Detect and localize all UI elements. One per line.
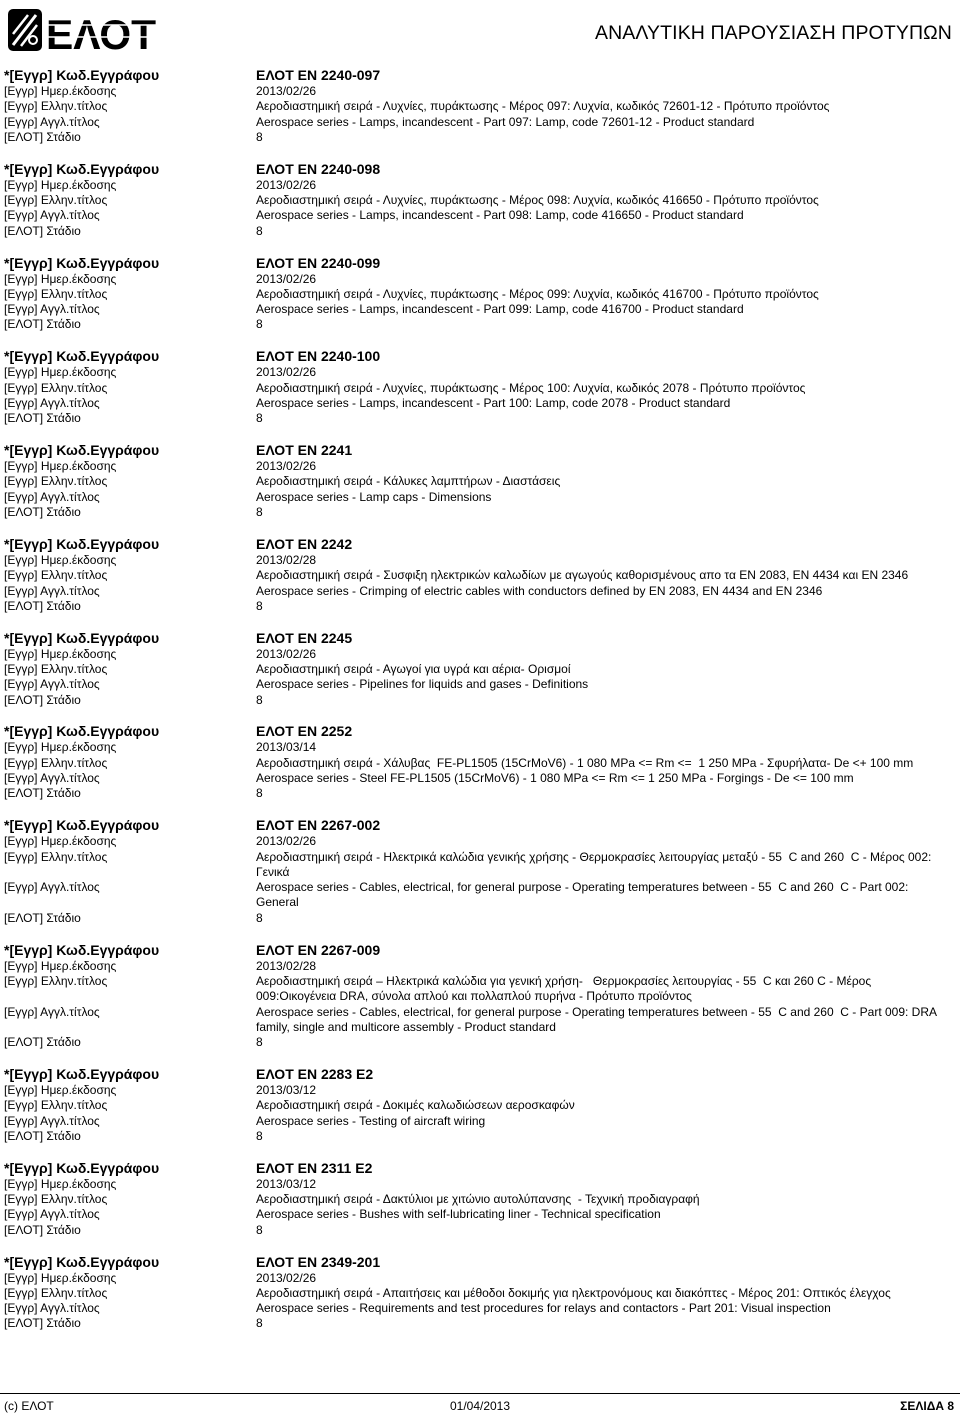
english-title-label: [Εγγρ] Αγγλ.τίτλος <box>4 395 100 410</box>
standard-record <box>4 347 944 426</box>
english-title-row <box>4 115 944 130</box>
stage-row <box>4 505 944 520</box>
document-code-label: *[Εγγρ] Κωδ.Εγγράφου <box>4 254 160 271</box>
document-code-label: *[Εγγρ] Κωδ.Εγγράφου <box>4 67 160 83</box>
date-row <box>4 84 944 99</box>
publication-date-label: [Εγγρ] Ημερ.έκδοσης <box>4 365 117 380</box>
stage-row <box>4 130 944 145</box>
greek-title: Αεροδιαστημική σειρά - Αγωγοί για υγρά και αέρια- Ορισμοί <box>256 661 571 676</box>
code-row <box>4 441 944 459</box>
standard-record <box>4 254 944 333</box>
stage-value: 8 <box>256 1128 263 1143</box>
page-title: ΑΝΑΛΥΤΙΚΗ ΠΑΡΟΥΣΙΑΣΗ ΠΡΟΤΥΠΩΝ <box>594 22 952 44</box>
code-row <box>4 160 944 178</box>
stage-label: [ΕΛΟΤ] Στάδιο <box>4 910 81 925</box>
document-code-label: *[Εγγρ] Κωδ.Εγγράφου <box>4 348 160 365</box>
stage-value: 8 <box>256 505 263 520</box>
code-row <box>4 816 944 834</box>
stage-row <box>4 1035 944 1050</box>
stage-value: 8 <box>256 411 263 426</box>
english-title-label: [Εγγρ] Αγγλ.τίτλος <box>4 771 100 786</box>
code-row <box>4 1065 944 1083</box>
elot-logo <box>6 6 158 54</box>
publication-date-label: [Εγγρ] Ημερ.έκδοσης <box>4 958 117 973</box>
stage-label: [ΕΛΟΤ] Στάδιο <box>4 317 81 332</box>
document-code-label: *[Εγγρ] Κωδ.Εγγράφου <box>4 941 160 958</box>
stage-label: [ΕΛΟΤ] Στάδιο <box>4 1316 81 1331</box>
english-title-label: [Εγγρ] Αγγλ.τίτλος <box>4 1004 100 1019</box>
standard-record <box>4 160 944 239</box>
greek-title-row <box>4 287 944 302</box>
stage-label: [ΕΛΟΤ] Στάδιο <box>4 505 81 520</box>
greek-title-row <box>4 474 944 489</box>
publication-date: 2013/03/12 <box>256 1083 317 1097</box>
stage-row <box>4 693 944 708</box>
code-row <box>4 1253 944 1271</box>
standard-record <box>4 722 944 801</box>
standard-record <box>4 441 944 520</box>
stage-label: [ΕΛΟΤ] Στάδιο <box>4 786 81 801</box>
stage-label: [ΕΛΟΤ] Στάδιο <box>4 692 81 707</box>
greek-title: Αεροδιαστημική σειρά - Συσφιξη ηλεκτρικών καλωδίων με αγωγούς καθορισμένους απο τα EN 2083, EN 4434 και EN 2346 <box>256 568 909 583</box>
stage-label: [ΕΛΟΤ] Στάδιο <box>4 223 81 238</box>
greek-title-label: [Εγγρ] Ελλην.τίτλος <box>4 1285 108 1300</box>
stage-label: [ΕΛΟΤ] Στάδιο <box>4 411 81 426</box>
english-title-label: [Εγγρ] Αγγλ.τίτλος <box>4 677 100 692</box>
stage-row <box>4 411 944 426</box>
stage-value: 8 <box>256 1316 263 1331</box>
date-row <box>4 834 944 849</box>
document-code-label: *[Εγγρ] Κωδ.Εγγράφου <box>4 160 160 177</box>
english-title: Aerospace series - Lamps, incandescent - Part 099: Lamp, code 416700 - Product standard <box>256 302 744 317</box>
publication-date: 2013/02/26 <box>256 177 317 192</box>
code-row <box>4 941 944 959</box>
english-title-label: [Εγγρ] Αγγλ.τίτλος <box>4 1207 100 1222</box>
greek-title-label: [Εγγρ] Ελλην.τίτλος <box>4 1098 108 1113</box>
document-code: ΕΛΟΤ EN 2240-098 <box>256 160 381 177</box>
greek-title-row <box>4 568 944 583</box>
code-row <box>4 347 944 365</box>
greek-title-label: [Εγγρ] Ελλην.τίτλος <box>4 973 108 988</box>
greek-title-row <box>4 1192 944 1207</box>
greek-title: Αεροδιαστημική σειρά - Χάλυβας FE-PL1505 (15CrMoV6) - 1 080 MPa <= Rm <= 1 250 MPa - Σφυρήλατα- De <+ 100 mm <box>256 755 914 770</box>
english-title-label: [Εγγρ] Αγγλ.τίτλος <box>4 114 100 129</box>
publication-date-label: [Εγγρ] Ημερ.έκδοσης <box>4 552 117 567</box>
greek-title-label: [Εγγρ] Ελλην.τίτλος <box>4 474 108 489</box>
code-row <box>4 254 944 272</box>
document-code-label: *[Εγγρ] Κωδ.Εγγράφου <box>4 1159 160 1176</box>
english-title-label: [Εγγρ] Αγγλ.τίτλος <box>4 1113 100 1128</box>
date-row <box>4 740 944 755</box>
greek-title-row <box>4 974 944 1005</box>
greek-title-label: [Εγγρ] Ελλην.τίτλος <box>4 380 108 395</box>
english-title: Aerospace series - Lamp caps - Dimensions <box>256 489 492 504</box>
document-code-label: *[Εγγρ] Κωδ.Εγγράφου <box>4 817 160 834</box>
document-code: ΕΛΟΤ EN 2252 <box>256 723 353 740</box>
copyright-text: (c) ΕΛΟΤ <box>4 1399 54 1413</box>
publication-date-label: [Εγγρ] Ημερ.έκδοσης <box>4 1270 117 1285</box>
greek-title-row <box>4 99 944 114</box>
stage-label: [ΕΛΟΤ] Στάδιο <box>4 1222 81 1237</box>
page-footer <box>0 1393 960 1415</box>
english-title: Aerospace series - Lamps, incandescent - Part 098: Lamp, code 416650 - Product standard <box>256 208 744 223</box>
date-row <box>4 959 944 974</box>
date-row <box>4 178 944 193</box>
greek-title: Αεροδιαστημική σειρά - Κάλυκες λαμπτήρων - Διαστάσεις <box>256 474 561 489</box>
english-title-row <box>4 1207 944 1222</box>
stage-value: 8 <box>256 910 263 925</box>
publication-date: 2013/02/26 <box>256 84 317 98</box>
document-code: ΕΛΟΤ EN 2242 <box>256 535 353 552</box>
greek-title: Αεροδιαστημική σειρά - Λυχνίες, πυράκτωσης - Μέρος 100: Λυχνία, κωδικός 2078 - Πρότυπο προϊόντος <box>256 380 806 395</box>
stage-row <box>4 317 944 332</box>
greek-title-row <box>4 850 944 881</box>
greek-title-label: [Εγγρ] Ελλην.τίτλος <box>4 1192 108 1207</box>
greek-title-label: [Εγγρ] Ελλην.τίτλος <box>4 99 108 114</box>
document-code: ΕΛΟΤ EN 2349-201 <box>256 1253 381 1270</box>
code-row <box>4 722 944 740</box>
footer-date: 01/04/2013 <box>449 1399 511 1413</box>
greek-title-row <box>4 756 944 771</box>
document-code-label: *[Εγγρ] Κωδ.Εγγράφου <box>4 629 160 646</box>
document-code-label: *[Εγγρ] Κωδ.Εγγράφου <box>4 723 160 740</box>
stage-value: 8 <box>256 129 263 144</box>
stage-label: [ΕΛΟΤ] Στάδιο <box>4 129 81 144</box>
code-row <box>4 66 944 84</box>
publication-date-label: [Εγγρ] Ημερ.έκδοσης <box>4 646 117 661</box>
stage-value: 8 <box>256 1035 263 1050</box>
code-row <box>4 1159 944 1177</box>
english-title-row <box>4 880 944 911</box>
document-code: ΕΛΟΤ EN 2245 <box>256 629 353 646</box>
document-code: ΕΛΟΤ EN 2240-099 <box>256 254 381 271</box>
stage-value: 8 <box>256 223 263 238</box>
stage-row <box>4 599 944 614</box>
publication-date-label: [Εγγρ] Ημερ.έκδοσης <box>4 177 117 192</box>
stage-row <box>4 1129 944 1144</box>
document-code-label: *[Εγγρ] Κωδ.Εγγράφου <box>4 1253 160 1270</box>
greek-title-label: [Εγγρ] Ελλην.τίτλος <box>4 193 108 208</box>
english-title: Aerospace series - Lamps, incandescent - Part 097: Lamp, code 72601-12 - Product standard <box>256 114 755 129</box>
greek-title-row <box>4 1098 944 1113</box>
publication-date-label: [Εγγρ] Ημερ.έκδοσης <box>4 1176 117 1191</box>
english-title-label: [Εγγρ] Αγγλ.τίτλος <box>4 880 100 895</box>
publication-date: 2013/02/26 <box>256 1270 317 1285</box>
publication-date: 2013/02/28 <box>256 958 317 973</box>
greek-title-row <box>4 381 944 396</box>
publication-date: 2013/02/26 <box>256 365 317 380</box>
document-code: ΕΛΟΤ EN 2240-100 <box>256 348 381 365</box>
publication-date-label: [Εγγρ] Ημερ.έκδοσης <box>4 459 117 474</box>
stage-row <box>4 224 944 239</box>
date-row <box>4 272 944 287</box>
standard-record <box>4 1159 944 1238</box>
english-title-row <box>4 208 944 223</box>
english-title-label: [Εγγρ] Αγγλ.τίτλος <box>4 583 100 598</box>
english-title: Aerospace series - Lamps, incandescent - Part 100: Lamp, code 2078 - Product standard <box>256 395 731 410</box>
document-code: ΕΛΟΤ EN 2241 <box>256 442 353 459</box>
english-title-row <box>4 302 944 317</box>
stage-label: [ΕΛΟΤ] Στάδιο <box>4 1035 81 1050</box>
english-title-label: [Εγγρ] Αγγλ.τίτλος <box>4 208 100 223</box>
standard-record <box>4 1253 944 1332</box>
document-code: ΕΛΟΤ EN 2311 E2 <box>256 1159 373 1176</box>
document-code-label: *[Εγγρ] Κωδ.Εγγράφου <box>4 1066 160 1082</box>
publication-date-label: [Εγγρ] Ημερ.έκδοσης <box>4 1083 117 1097</box>
standard-record <box>4 1065 944 1144</box>
code-row <box>4 535 944 553</box>
greek-title-label: [Εγγρ] Ελλην.τίτλος <box>4 568 108 583</box>
english-title-row <box>4 1114 944 1129</box>
english-title-row <box>4 771 944 786</box>
stage-value: 8 <box>256 1222 263 1237</box>
greek-title-row <box>4 662 944 677</box>
publication-date: 2013/03/14 <box>256 740 317 755</box>
standard-record <box>4 816 944 926</box>
english-title-row <box>4 677 944 692</box>
date-row <box>4 553 944 568</box>
standard-record <box>4 535 944 614</box>
date-row <box>4 459 944 474</box>
code-row <box>4 629 944 647</box>
greek-title: Αεροδιαστημική σειρά - Δακτύλιοι με χιτώνιο αυτολύπανσης - Τεχνική προδιαγραφή <box>256 1192 700 1207</box>
english-title-row <box>4 584 944 599</box>
page-number: ΣΕΛΙΔΑ 8 <box>900 1399 954 1413</box>
page-header <box>0 0 960 62</box>
english-title-label: [Εγγρ] Αγγλ.τίτλος <box>4 1301 100 1316</box>
greek-title: Αεροδιαστημική σειρά - Λυχνίες, πυράκτωσης - Μέρος 097: Λυχνία, κωδικός 72601-12 - Πρότυπο προϊόντος <box>256 99 830 114</box>
greek-title: Αεροδιαστημική σειρά - Απαιτήσεις και μέθοδοι δοκιμής για ηλεκτρονόμους και διακόπτες - Μέρος 201: Οπτικός έλεγχος <box>256 1285 891 1300</box>
greek-title: Αεροδιαστημική σειρά - Δοκιμές καλωδιώσεων αεροσκαφών <box>256 1098 575 1113</box>
english-title-row <box>4 1005 944 1036</box>
standard-record <box>4 66 944 145</box>
stage-row <box>4 1316 944 1331</box>
document-code: ΕΛΟΤ EN 2267-009 <box>256 941 381 958</box>
english-title: Aerospace series - Pipelines for liquids and gases - Definitions <box>256 677 589 692</box>
english-title: Aerospace series - Testing of aircraft wiring <box>256 1113 486 1128</box>
stage-value: 8 <box>256 692 263 707</box>
english-title: Aerospace series - Requirements and test procedures for relays and contactors - Part 201: Visual inspection <box>256 1301 831 1316</box>
date-row <box>4 1177 944 1192</box>
greek-title: Αεροδιαστημική σειρά - Ηλεκτρικά καλώδια γενικής χρήσης - Θερμοκρασίες λειτουργίας μεταξύ - 55 C and 260 C - Μέρος 002: Γενικά <box>256 849 935 879</box>
english-title: Aerospace series - Cables, electrical, for general purpose - Operating temperatures between - 55 C and 260 C - Part 009: DRA family, single and multicore assembly - Product standard <box>256 1004 940 1034</box>
greek-title-label: [Εγγρ] Ελλην.τίτλος <box>4 755 108 770</box>
english-title-label: [Εγγρ] Αγγλ.τίτλος <box>4 302 100 317</box>
stage-row <box>4 786 944 801</box>
stage-row <box>4 911 944 926</box>
date-row <box>4 365 944 380</box>
publication-date: 2013/02/28 <box>256 552 317 567</box>
stage-value: 8 <box>256 786 263 801</box>
english-title-row <box>4 396 944 411</box>
greek-title-label: [Εγγρ] Ελλην.τίτλος <box>4 286 108 301</box>
greek-title-row <box>4 1286 944 1301</box>
english-title-row <box>4 490 944 505</box>
publication-date: 2013/02/26 <box>256 646 317 661</box>
stage-value: 8 <box>256 598 263 613</box>
greek-title-row <box>4 193 944 208</box>
document-code-label: *[Εγγρ] Κωδ.Εγγράφου <box>4 442 160 459</box>
english-title: Aerospace series - Steel FE-PL1505 (15CrMoV6) - 1 080 MPa <= Rm <= 1 250 MPa - Forgings - De <= 100 mm <box>256 771 854 786</box>
english-title-row <box>4 1301 944 1316</box>
stage-row <box>4 1223 944 1238</box>
greek-title: Αεροδιαστημική σειρά - Λυχνίες, πυράκτωσης - Μέρος 099: Λυχνία, κωδικός 416700 - Πρότυπο προϊόντος <box>256 286 819 301</box>
standard-record <box>4 941 944 1051</box>
publication-date: 2013/02/26 <box>256 459 317 474</box>
stage-label: [ΕΛΟΤ] Στάδιο <box>4 598 81 613</box>
greek-title-label: [Εγγρ] Ελλην.τίτλος <box>4 661 108 676</box>
english-title-label: [Εγγρ] Αγγλ.τίτλος <box>4 489 100 504</box>
publication-date-label: [Εγγρ] Ημερ.έκδοσης <box>4 740 117 755</box>
stage-label: [ΕΛΟΤ] Στάδιο <box>4 1128 81 1143</box>
document-code: ΕΛΟΤ EN 2267-002 <box>256 817 381 834</box>
document-code: ΕΛΟΤ EN 2283 E2 <box>256 1066 374 1082</box>
greek-title: Αεροδιαστημική σειρά – Ηλεκτρικά καλώδια για γενική χρήση- Θερμοκρασίες λειτουργίας - 55 C και 260 C - Μέρος 009:Οικογένεια DRA, σύνολα απλού και πολλαπλού πυρήνα - Πρότυπο προϊόντος <box>256 973 875 1004</box>
standard-record <box>4 629 944 708</box>
document-code: ΕΛΟΤ EN 2240-097 <box>256 67 381 83</box>
english-title: Aerospace series - Bushes with self-lubricating liner - Technical specification <box>256 1207 661 1222</box>
publication-date-label: [Εγγρ] Ημερ.έκδοσης <box>4 84 117 98</box>
stage-value: 8 <box>256 317 263 332</box>
greek-title: Αεροδιαστημική σειρά - Λυχνίες, πυράκτωσης - Μέρος 098: Λυχνία, κωδικός 416650 - Πρότυπο προϊόντος <box>256 193 819 208</box>
records-list <box>4 66 944 1346</box>
date-row <box>4 647 944 662</box>
publication-date: 2013/02/26 <box>256 271 317 286</box>
date-row <box>4 1271 944 1286</box>
date-row <box>4 1083 944 1098</box>
document-code-label: *[Εγγρ] Κωδ.Εγγράφου <box>4 535 160 552</box>
english-title: Aerospace series - Crimping of electric cables with conductors defined by EN 2083, EN 4434 and EN 2346 <box>256 583 823 598</box>
english-title: Aerospace series - Cables, electrical, for general purpose - Operating temperatures between - 55 C and 260 C - Part 002: General <box>256 880 912 910</box>
publication-date: 2013/02/26 <box>256 834 317 849</box>
publication-date-label: [Εγγρ] Ημερ.έκδοσης <box>4 834 117 849</box>
publication-date-label: [Εγγρ] Ημερ.έκδοσης <box>4 271 117 286</box>
greek-title-label: [Εγγρ] Ελλην.τίτλος <box>4 849 108 864</box>
logo-text: ΕΛΟΤ <box>46 11 157 54</box>
publication-date: 2013/03/12 <box>256 1176 317 1191</box>
